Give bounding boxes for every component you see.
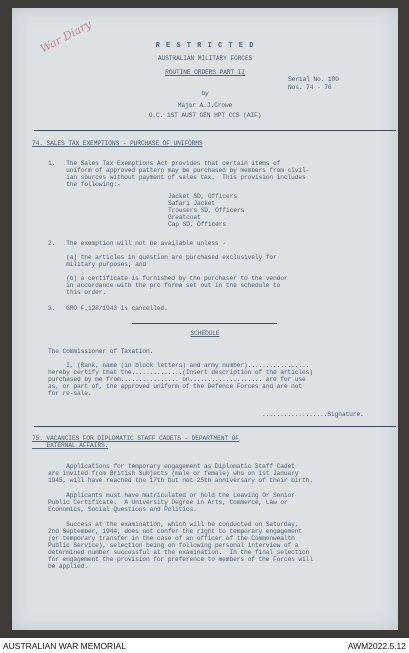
item-75-para-3-line: determined number successful at the examination. In the final selection bbox=[48, 549, 310, 556]
item-74-para-1-line-4: the following:- bbox=[48, 181, 121, 188]
item-74-para-2-line: in accordance with the pro forma set out in the schedule to bbox=[48, 282, 281, 289]
item-75-para-3-line: for engagement the provision for preference to members of the Forces will bbox=[48, 556, 313, 563]
handwritten-annotation: War Diary bbox=[38, 17, 94, 56]
item-74-para-1-line-3: ian sources without payment of sales tax. This provision includes bbox=[48, 174, 306, 181]
footer-bar bbox=[0, 638, 409, 653]
orders-title: ROUTINE ORDERS PART II bbox=[165, 69, 245, 76]
item-75-heading-line-1: 75. VACANCIES FOR DIPLOMATIC STAFF CADETS - DEPARTMENT OF bbox=[32, 435, 239, 442]
item-74-para-2-line: (a) the articles in question are purchased exclusively for bbox=[48, 254, 277, 261]
item-75-para-1-line: are invited from British Subjects (male or female) who on 1st January bbox=[48, 470, 299, 477]
schedule-line: purchased by me from................ on.................... are for use bbox=[48, 376, 306, 383]
item-74-para-1-line-2: uniform of approved pattern may be purchased by members from civil- bbox=[48, 167, 310, 174]
item-74-para-2-line: 2. The exemption will not be available unless - bbox=[48, 240, 226, 247]
exempt-item: Greatcoat bbox=[168, 214, 201, 221]
by-line: by bbox=[201, 90, 209, 97]
schedule-line: I, (Rank, name (in block letters) and army number)................. bbox=[48, 362, 310, 369]
source-label: AUSTRALIAN WAR MEMORIAL bbox=[3, 641, 126, 651]
item-74-para-2-line: this order. bbox=[48, 289, 107, 296]
document-page bbox=[12, 8, 398, 630]
serial-number: Serial No. 100 bbox=[288, 76, 339, 83]
exempt-item: Jacket SD, Officers bbox=[168, 193, 237, 200]
order-numbers: Nos. 74 - 76 bbox=[288, 84, 332, 91]
item-75-para-2-line: Economics, Social Questions and Politics. bbox=[48, 506, 197, 513]
exempt-item: Cap SD, Officers bbox=[168, 221, 227, 228]
item-75-para-1-line: 1945, will have reached the 17th but not 25th anniversary of their birth. bbox=[48, 477, 313, 484]
classification-heading: R E S T R I C T E D bbox=[155, 42, 255, 50]
signature-line: ..................Signature. bbox=[262, 411, 364, 418]
command-line: O.C. 1ST AUST GEN HPT CCS (AIF) bbox=[148, 112, 262, 119]
exempt-item: Trousers SD, Officers bbox=[168, 207, 245, 214]
reference-number: AWM2022.5.12 bbox=[347, 641, 406, 651]
item-75-para-3-line: 2nd September, 1944, does not confer the right to temporary engagement bbox=[48, 528, 303, 535]
item-74-para-3: 3. GRO F.128/1943 is cancelled. bbox=[48, 305, 168, 312]
item-74-heading: 74. SALES TAX EXEMPTIONS - PURCHASE OF UNIFORMS bbox=[32, 140, 203, 147]
item-75-para-1-line: Applications for temporary engagement as Diplomatic Staff Cadet bbox=[48, 463, 295, 470]
item-75-para-3-line: Success at the examination, which will be conducted on Saturday, bbox=[48, 521, 299, 528]
force-name: AUSTRALIAN MILITARY FORCES bbox=[157, 55, 253, 62]
exempt-item: Safari Jacket bbox=[168, 200, 216, 207]
schedule-line: hereby certify that the..............(Insert description of the articles) bbox=[48, 369, 313, 376]
item-75-para-3-line: Public Service), selection being on following personal interview of a bbox=[48, 542, 299, 549]
item-75-heading-line-2: EXTERNAL AFFAIRS. bbox=[32, 442, 109, 449]
item-74-para-1-line-1: 1. The Sales Tax Exemptions Act provides that certain items of bbox=[48, 160, 281, 167]
schedule-rule bbox=[132, 323, 277, 324]
item-74-para-2-line: (b) a certificate is furnished by the purchaser to the vendor bbox=[48, 275, 288, 282]
section-rule bbox=[34, 426, 396, 427]
item-75-para-2-line: Applicants must have matriculated or hold the Leaving Or Senior bbox=[48, 492, 295, 499]
schedule-heading: SCHEDULE bbox=[190, 330, 220, 337]
officer-name: Major A.J.Crowe bbox=[177, 102, 233, 109]
header-rule bbox=[34, 130, 396, 131]
schedule-line: as, or part of, the approved uniform of the Defence Forces and are not bbox=[48, 383, 303, 390]
item-75-para-3-line: be applied. bbox=[48, 563, 88, 570]
schedule-line: for re-sale. bbox=[48, 390, 92, 397]
item-75-para-2-line: Public Certificate. A University Degree in Arts, Commerce, Law or bbox=[48, 499, 288, 506]
item-74-para-2-line: military purposes; and bbox=[48, 261, 146, 268]
item-75-para-3-line: (or temporary transfer in the case of an officer of the Commonwealth bbox=[48, 535, 295, 542]
schedule-addressee: The Commissioner of Taxation. bbox=[48, 348, 154, 355]
